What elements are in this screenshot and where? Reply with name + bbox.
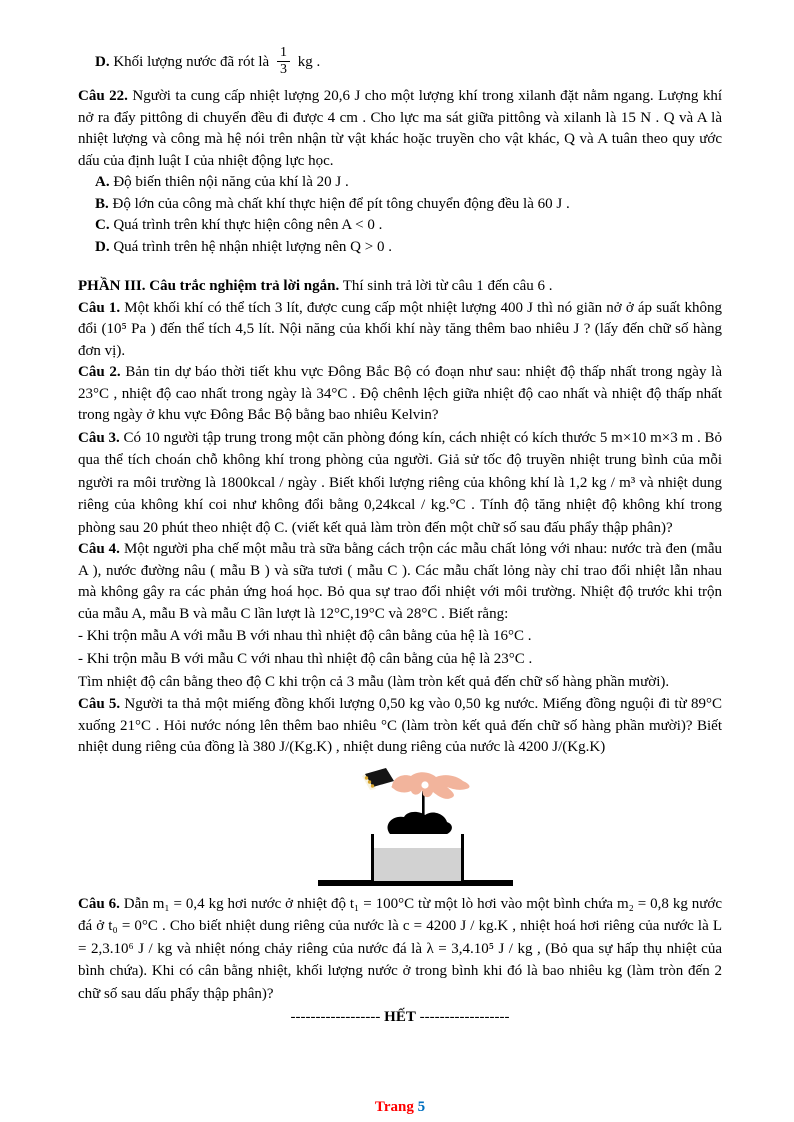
- option-d-text-before: Khối lượng nước đã rót là: [109, 53, 273, 70]
- copper-lump: [388, 811, 452, 833]
- beaker-wall-right: [461, 834, 464, 881]
- pinch-gap: [421, 781, 428, 788]
- het-label: HẾT: [384, 1009, 416, 1025]
- question-2: [78, 362, 722, 427]
- page-footer: [78, 1097, 722, 1119]
- option-d2-label: D.: [95, 238, 110, 255]
- option-d2-text: Quá trình trên hệ nhận nhiệt lượng nên Q > 0 .: [109, 238, 392, 255]
- question-22: [78, 86, 722, 172]
- end-of-exam-line: [78, 1007, 722, 1029]
- question-1: [78, 298, 722, 363]
- question-4-text: Một người pha chế một mẫu trà sữa bằng cách trộn các mẫu chất lỏng với nhau: nước trà đen (mẫu A ), nước đường nâu ( mẫu B ) và sữa tươi ( mẫu C ). Các mẫu chất lỏng này chỉ trao đổi nhiệt lẫn nhau mà không gây ra các phản ứng hoá học. Bỏ qua sự trao đổi nhiệt với môi trường. Nhiệt độ trước khi trộn của mẫu A, mẫu B và mẫu C lần lượt là 12°C,19°C và 28°C . Biết rằng:: [78, 541, 722, 622]
- hand-dropping-copper-icon: [318, 768, 513, 888]
- fraction-one-third: [277, 46, 290, 77]
- question-6-text: Dẫn m₁ = 0,4 kg hơi nước ở nhiệt độ t₁ = 100°C từ một lò hơi vào một bình chứa m₂ = 0,8 kg nước đá ở t₀ = 0°C . Cho biết nhiệt dung riêng của nước là c = 4200 J / kg.K , nhiệt hoá hơi riêng của nước là L = 2,3.10⁶ J / kg và nhiệt nóng chảy riêng của nước đá là λ = 3,4.10⁵ J / kg , (Bỏ qua sự hấp thụ nhiệt của bình chứa). Khi có cân bằng nhiệt, khối lượng nước ở trong bình khi đó là bao nhiêu kg (làm tròn đến 2 chữ số sau dấu phẩy thập phân)?: [78, 895, 722, 1002]
- question-4-condition-1: - Khi trộn mẫu A với mẫu B với nhau thì nhiệt độ cân bằng của hệ là 16°C .: [78, 628, 532, 644]
- option-b-text: Độ lớn của công mà chất khí thực hiện để pít tông chuyển động đều là 60 J .: [108, 195, 570, 212]
- question-5-text: Người ta thả một miếng đồng khối lượng 0,50 kg vào 0,50 kg nước. Miếng đồng nguội đi từ 89°C xuống 21°C . Hỏi nước nóng lên thêm bao nhiêu °C (làm tròn kết quả đến chữ số hàng phần mười)? Biết nhiệt dung riêng của đồng là 380 J/(Kg.K) , nhiệt dung riêng của nước là 4200 J/(Kg.K): [78, 696, 722, 755]
- section-heading-rest: Thí sinh trả lời từ câu 1 đến câu 6 .: [339, 278, 553, 294]
- question-6: [78, 893, 722, 1006]
- het-dashes-right: ------------------: [419, 1009, 510, 1025]
- question-1-text: Một khối khí có thể tích 3 lít, được cung cấp một nhiệt lượng 400 J thì nó giãn nở ở áp suất không đổi (10⁵ Pa ) đến thể tích 4,5 lít. Nội năng của khối khí này tăng thêm bao nhiêu J ? (lấy đến chữ số hàng đơn vị).: [78, 299, 722, 359]
- cuff-button-3: [371, 784, 374, 787]
- option-a-label: A.: [95, 174, 110, 190]
- question-5-label: Câu 5.: [78, 696, 121, 712]
- option-c-label: C.: [95, 217, 110, 233]
- hand-icon: [391, 772, 469, 799]
- water: [374, 848, 461, 881]
- question-4-task: Tìm nhiệt độ cân bằng theo độ C khi trộn cả 3 mẫu (làm tròn kết quả đến chữ số hàng phần mười).: [78, 674, 670, 690]
- question-22-option-d: [78, 237, 722, 259]
- option-a-text: Độ biến thiên nội năng của khí là 20 J .: [109, 174, 349, 190]
- cuff-button-1: [365, 776, 368, 779]
- question-3: [78, 427, 722, 540]
- question-6-label: Câu 6.: [78, 895, 120, 912]
- question-3-text: Có 10 người tập trung trong một căn phòng đóng kín, cách nhiệt có kích thước 5 m×10 m×3 m . Bỏ qua thể tích choán chỗ không khí trong phòng của người. Giả sử tốc độ truyền nhiệt trung bình của mỗi người ra môi trường là 1800kcal / ngày . Biết khối lượng riêng của không khí là 1,2 kg / m³ và nhiệt dung riêng của không khí coi như không đổi bằng 0,24kcal / kg.°C . Tính độ tăng nhiệt độ không khí trong phòng sau 20 phút theo nhiệt độ C. (viết kết quả làm tròn đến một chữ số sau đấu phẩy thập phân)?: [78, 429, 722, 536]
- cuff-button-2: [368, 780, 371, 783]
- question-22-option-a: [78, 172, 722, 194]
- question-22-option-c: [78, 215, 722, 237]
- page-label: Trang: [374, 1098, 414, 1115]
- het-dashes-left: ------------------: [290, 1009, 381, 1025]
- question-2-label: Câu 2.: [78, 364, 121, 380]
- page-number: 5: [417, 1098, 426, 1115]
- option-d-previous-question: [78, 46, 722, 79]
- option-d-label: D.: [95, 53, 110, 70]
- question-22-option-b: [78, 194, 722, 216]
- question-22-text: Người ta cung cấp nhiệt lượng 20,6 J cho một lượng khí trong xilanh đặt nằm ngang. Lượng khí nở ra đẩy pittông di chuyển đều đi được 4 cm . Cho lực ma sát giữa pittông và xilanh là 15 N . Q và A là nhiệt lượng và công mà hệ nói trên nhận từ vật khác hoặc truyền cho vật khác, Q và A tuân theo quy ước dấu của định luật I của nhiệt động lực học.: [78, 88, 722, 169]
- question-4-condition-2: - Khi trộn mẫu B với mẫu C với nhau thì nhiệt độ cân bằng của hệ là 23°C .: [78, 651, 533, 667]
- question-2-text: Bản tin dự báo thời tiết khu vực Đông Bắc Bộ có đoạn như sau: nhiệt độ thấp nhất trong ngày là 23°C , nhiệt độ cao nhất trong ngày là 34°C . Độ chênh lệch giữa nhiệt độ cao nhất và nhiệt độ thấp nhất trong ngày ở khu vực Đông Bắc Bộ bằng bao nhiêu Kelvin?: [78, 364, 722, 423]
- option-c-text: Quá trình trên khí thực hiện công nên A < 0 .: [109, 217, 383, 233]
- question-5: [78, 694, 722, 759]
- section-heading-part-3: [78, 276, 722, 298]
- question-4-label: Câu 4.: [78, 541, 120, 557]
- section-heading-bold: PHẦN III. Câu trắc nghiệm trả lời ngắn.: [78, 278, 340, 294]
- option-b-label: B.: [95, 195, 109, 212]
- question-1-label: Câu 1.: [78, 299, 121, 316]
- fraction-numerator: 1: [277, 46, 290, 62]
- question-4: [78, 539, 722, 625]
- calorimetry-figure: [318, 768, 513, 888]
- fraction-denominator: 3: [279, 62, 287, 77]
- question-22-label: Câu 22.: [78, 88, 128, 104]
- question-3-label: Câu 3.: [78, 429, 120, 446]
- beaker-wall-left: [371, 834, 374, 881]
- option-d-text-after: kg .: [293, 53, 321, 70]
